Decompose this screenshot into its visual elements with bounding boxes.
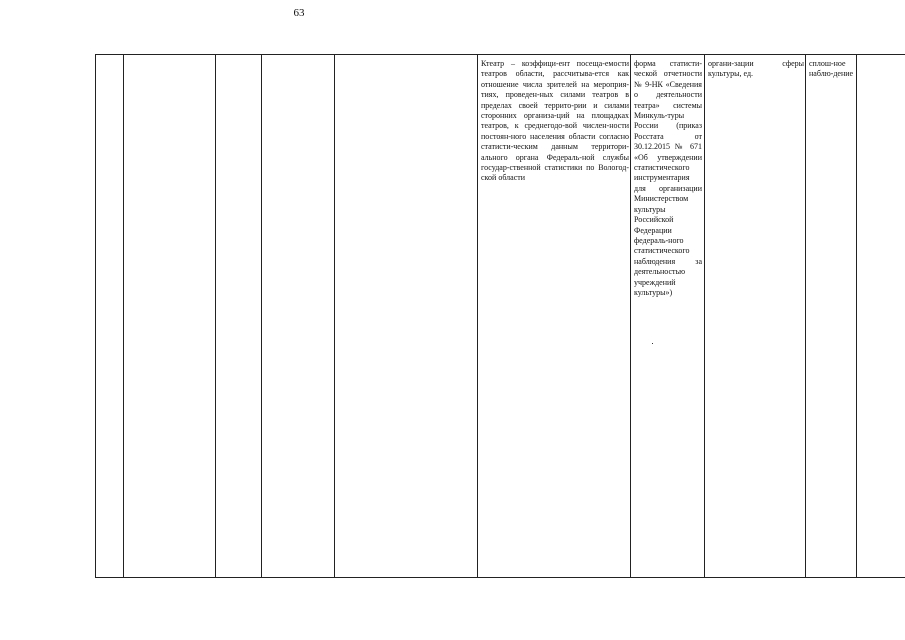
indicator-formula-cell [478,55,631,578]
unit-text: органи-зации сферы культуры, ед. [708,59,804,79]
data-source-text: форма статисти-ческой отчетности № 9-НК «Сведения о деятельности театра» системы Минкуль-туры России (приказ Росстата от 30.12.2015 № 671 «Об утверждении статистического инструментария для организации Министерством культуры Российской Федерации федераль-ного статистического наблюдения за деятельностью учреждений культуры») [634,59,702,297]
indicator-formula-text: Ктеатр – коэффици-ент посеща-емости театров области, рассчитыва-ется как отношение числа зрителей на мероприя-тиях, проведен-ных силами театров в пределах своей террито-рии и силами сторонних организа-ций на площадках театров, к среднегодо-вой числен-ности постоян-ного населения области согласно статисти-ческим данным территори-ального органа Федераль-ной службы государ-ственной статистики по Вологод-ской области [481,59,629,183]
indicator-table [95,54,905,578]
method-text: сплош-ное наблю-дение [809,59,854,79]
table-row [96,55,905,578]
table-cell-empty-3 [216,55,262,578]
table-cell-empty-1 [96,55,124,578]
table-cell-empty-4 [262,55,335,578]
unit-cell [705,55,806,578]
data-source-cell [631,55,705,578]
scan-speck [652,343,653,344]
table-cell-empty-5 [335,55,478,578]
table-cell-empty-last [857,55,905,578]
method-cell [806,55,857,578]
page-number: 63 [293,7,305,19]
table-cell-empty-2 [124,55,216,578]
